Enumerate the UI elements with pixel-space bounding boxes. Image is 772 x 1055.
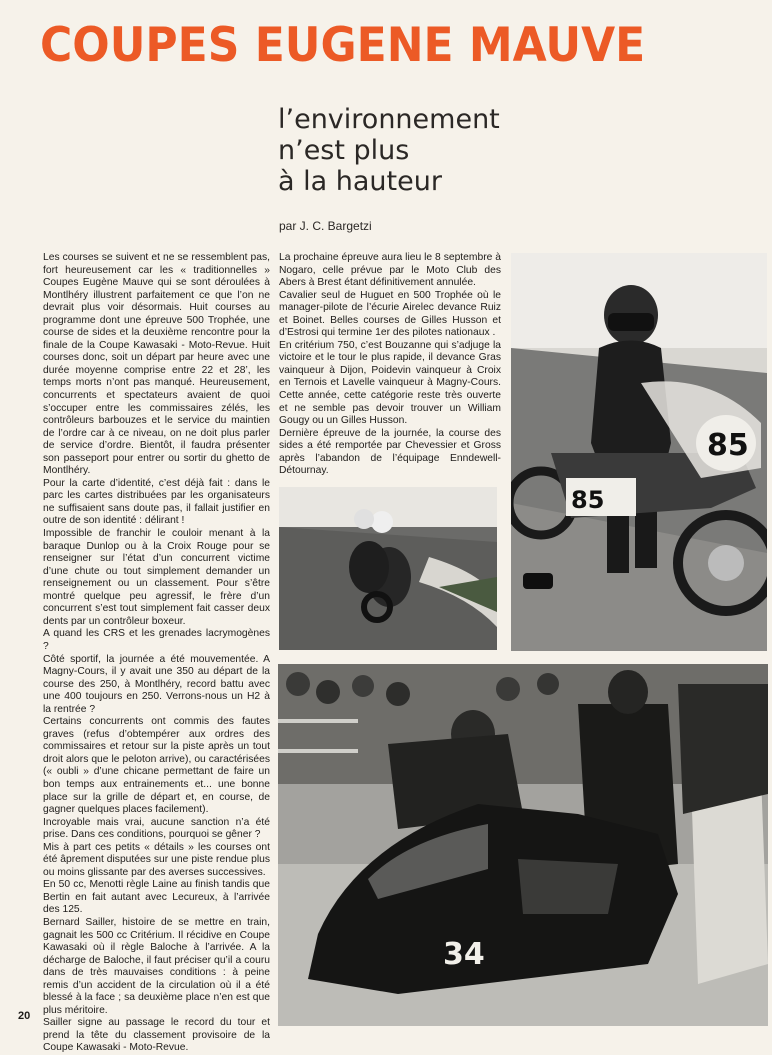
paragraph: Pour la carte d’identité, c’est déjà fait : dans le parc les cartes distribuées par les organisateurs ne suffisaient sans doute pas, il fallait justifier en outre de son identité : délirant ! [43,477,270,527]
page-number: 20 [18,1010,31,1022]
article-subtitle [278,104,500,197]
photo-rider-with-bike [511,253,767,651]
paragraph: Les courses se suivent et ne se ressemblent pas, fort heureusement car les « traditionnelles » Coupes Eugène Mauve qui se sont déroulées à Montlhéry illustrent parfaitement ce que l’on ne devrait plus voir désormais. Huit courses au programme dont une épreuve 500 Trophée, une course de sides et la deuxième rencontre pour la finale de la Coupe Kawasaki - Moto-Revue. Huit courses donc, soit un départ par heure avec une durée moyenne comprise entre 22 et 28’, les temps morts n’ont pas manqué. Heureusement, concurrents et spectateurs avaient de quoi s’occuper entre les commissaires zélés, les contrôleurs barbouzes et le service du maintien de l’ordre car à ce niveau, on ne doit plus parler de service d’ordre. Bientôt, il faudra présenter son passeport pour entrer ou sortir du ghetto de Montlhéry. [43,252,270,477]
paragraph: En 50 cc, Menotti règle Laine au finish tandis que Bertin en fait autant avec Lecureux, à l’arrivée des 125. [43,879,270,916]
paragraph: Dernière épreuve de la journée, la course des sides a été remportée par Chevessier et Gross après l’abandon de l’équipage Enndewell-Détournay. [279,427,501,477]
paragraph: Incroyable mais vrai, aucune sanction n’a été prise. Dans ces conditions, pourquoi se gêner ? [43,816,270,841]
paragraph: Sailler signe au passage le record du tour et prend la tête du classement provisoire de la Coupe Kawasaki - Moto-Revue. [43,1017,270,1054]
race-number-85: 85 [707,428,749,463]
subtitle-line: l’environnement [278,104,500,135]
photo-sidecar-paddock [278,664,768,1026]
paragraph: Impossible de franchir le couloir menant à la baraque Dunlop ou à la Croix Rouge pour se renseigner sur l’état d’un concurrent victime d’une chute ou tout simplement demander un renseignement ou un classement. Pour s’être montré quelque peu agressif, le frère d’un concurrent s’est tout simplement fait casser deux dents par un contrôleur boxeur. [43,528,270,627]
photo-racers-cornering [279,487,497,650]
paragraph: En critérium 750, c’est Bouzanne qui s’adjuge la victoire et le tour le plus rapide, il devance Gras vainqueur à Dijon, Poidevin vainqueur à Croix en Ternois et Lavelle vainqueur à Magny-Cours. Cette année, cette catégorie reste très ouverte et ne semble pas devoir trouver un William Gougy ou un Gilles Husson. [279,339,501,427]
paragraph: A quand les CRS et les grenades lacrymogènes ? [43,628,270,652]
paragraph: La prochaine épreuve aura lieu le 8 septembre à Nogaro, celle prévue par le Moto Club des Abers à Brest étant définitivement annulée. [279,252,501,289]
paragraph: Côté sportif, la journée a été mouvementée. A Magny-Cours, il y avait une 350 au départ de la course des 250, à Montlhéry, record battu avec une 400 toujours en 250. Verrons-nous un H2 à la rentrée ? [43,653,270,715]
article-title: COUPES EUGENE MAUVE [40,18,646,74]
article-column-left [43,252,270,1055]
byline: par J. C. Bargetzi [279,219,372,233]
paragraph: Bernard Sailler, histoire de se mettre en train, gagnait les 500 cc Critérium. Il récidive en Coupe Kawasaki où il règle Baloche à l’arrivée. A la décharge de Baloche, il faut préciser qu’il a couru dans de très mauvaises conditions : à peine remis d’un accident de la circulation où il a été blessé à la face ; sa deuxième place n’en est que plus méritoire. [43,916,270,1016]
paragraph: Cavalier seul de Huguet en 500 Trophée où le manager-pilote de l’écurie Airelec devance Ruiz et Boinet. Belles courses de Gilles Husson et d’Estrosi qui termine 1er des pilotes nationaux . [279,289,501,339]
paragraph: Certains concurrents ont commis des fautes graves (refus d’obtempérer aux ordres des commissaires et retour sur la piste après un tout droit alors que le peloton arrive), ou caractérisées (« oubli » d’une chicane permettant de faire un bon temps aux entrainements et... une bonne place sur la grille de départ et, en course, de gagner quelques places facilement). [43,716,270,816]
sidecar-number-34: 34 [443,937,485,972]
race-number-85-side: 85 [571,486,605,514]
subtitle-line: n’est plus [278,135,410,166]
paragraph: Mis à part ces petits « détails » les courses ont été âprement disputées sur une piste rendue plus ou moins glissante par des averses successives. [43,841,270,878]
subtitle-line: à la hauteur [278,166,442,197]
article-column-right [279,252,501,478]
